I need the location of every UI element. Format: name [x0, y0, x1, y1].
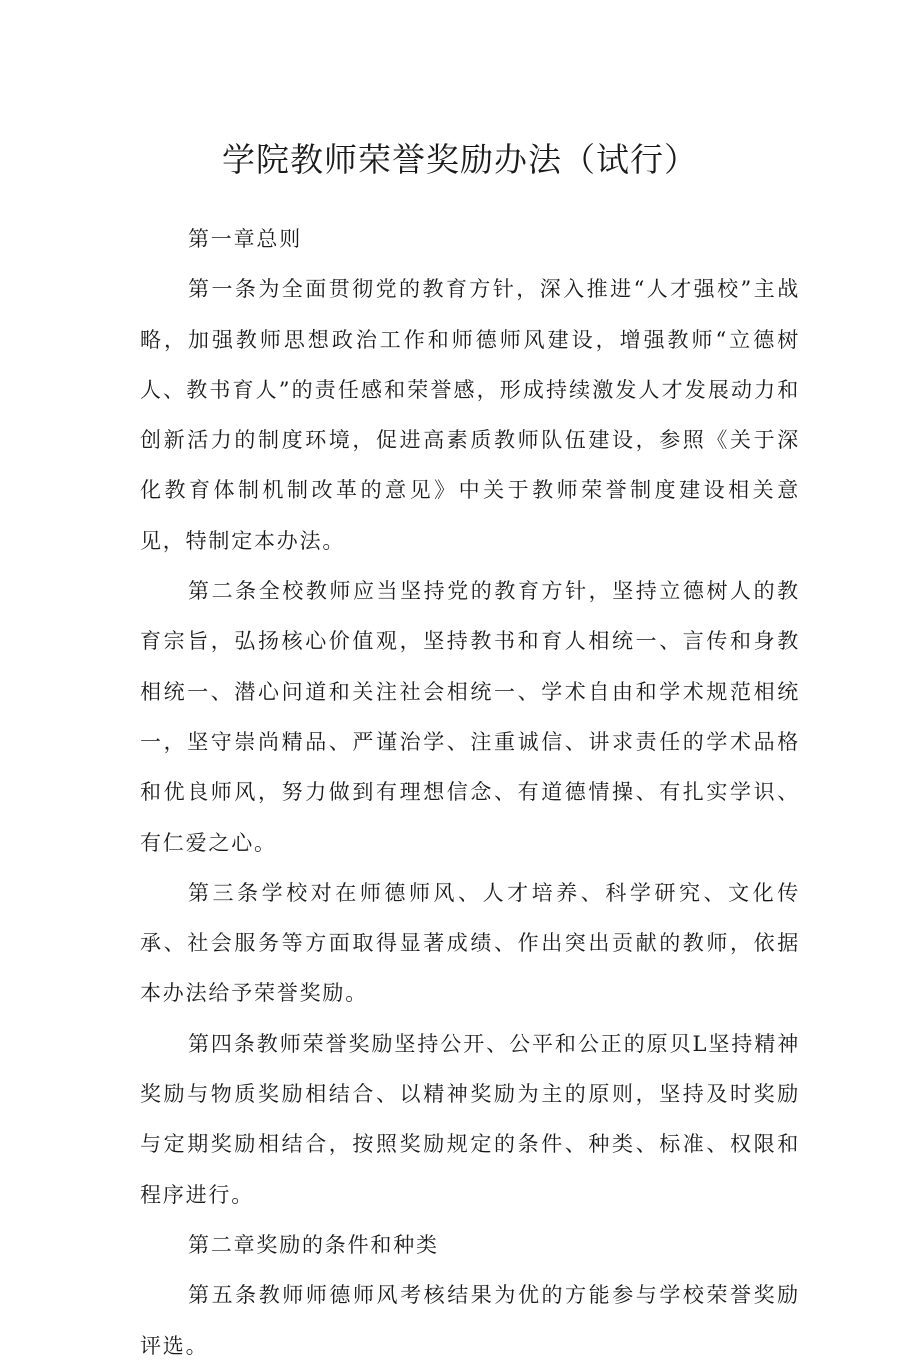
document-body — [140, 214, 800, 1371]
article-2: 第二条全校教师应当坚持党的教育方针，坚持立德树人的教育宗旨，弘扬核心价值观，坚持教书和育人相统一、言传和身教相统一、潜心问道和关注社会相统一、学术自由和学术规范相统一，坚守崇尚精品、严谨治学、注重诚信、讲求责任的学术品格和优良师风，努力做到有理想信念、有道德情操、有扎实学识、有仁爱之心。 — [140, 579, 800, 855]
chapter-1-heading: 第一章总则 — [188, 227, 302, 251]
article-3: 第三条学校对在师德师风、人才培养、科学研究、文化传承、社会服务等方面取得显著成绩、作出突出贡献的教师，依据本办法给予荣誉奖励。 — [140, 880, 800, 1006]
article-4: 第四条教师荣誉奖励坚持公开、公平和公正的原贝L坚持精神奖励与物质奖励相结合、以精神奖励为主的原则，坚持及时奖励与定期奖励相结合，按照奖励规定的条件、种类、标准、权限和程序进行。 — [140, 1031, 800, 1207]
chapter-2-heading: 第二章奖励的条件和种类 — [188, 1232, 439, 1257]
document-title: 学院教师荣誉奖励办法（试行） — [222, 140, 698, 179]
article-5: 第五条教师师德师风考核结果为优的方能参与学校荣誉奖励评选。 — [140, 1283, 800, 1358]
article-1: 第一条为全面贯彻党的教育方针，深入推进“人才强校”主战略，加强教师思想政治工作和师德师风建设，增强教师“立德树人、教书育人”的责任感和荣誉感，形成持续激发人才发展动力和创新活力的制度环境，促进高素质教师队伍建设，参照《关于深化教育体制机制改革的意见》中关于教师荣誉制度建设相关意见，特制定本办法。 — [140, 277, 800, 553]
